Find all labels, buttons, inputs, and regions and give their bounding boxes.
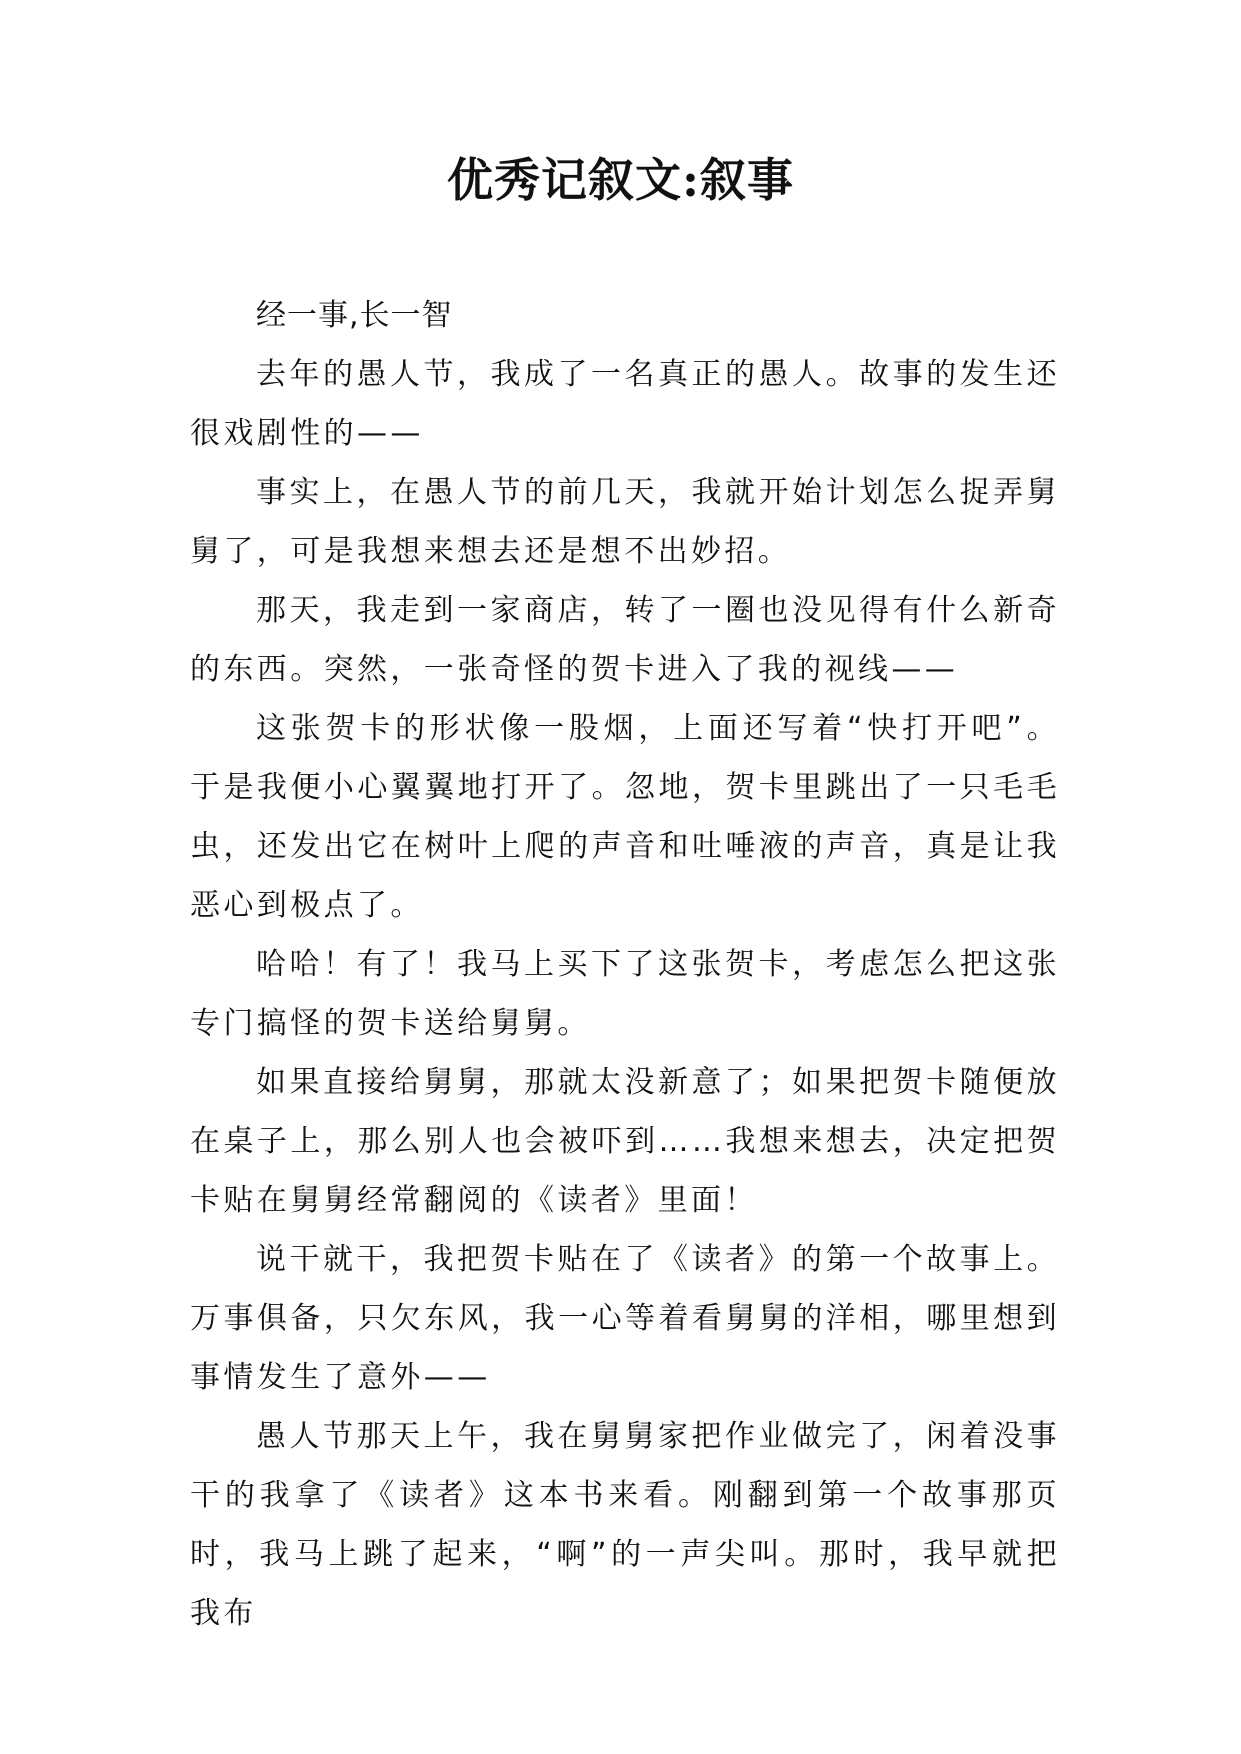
paragraph: 如果直接给舅舅，那就太没新意了；如果把贺卡随便放在桌子上，那么别人也会被吓到……我想来想去，决定把贺卡贴在舅舅经常翻阅的《读者》里面！ bbox=[190, 1065, 1060, 1218]
document-body bbox=[190, 286, 1060, 1643]
paragraph: 这张贺卡的形状像一股烟，上面还写着“快打开吧”。于是我便小心翼翼地打开了。忽地，贺卡里跳出了一只毛毛虫，还发出它在树叶上爬的声音和吐唾液的声音，真是让我恶心到极点了。 bbox=[190, 711, 1060, 923]
document-title: 优秀记叙文:叙事 bbox=[447, 153, 794, 207]
paragraph: 事实上，在愚人节的前几天，我就开始计划怎么捉弄舅舅了，可是我想来想去还是想不出妙招。 bbox=[190, 475, 1060, 569]
paragraph: 愚人节那天上午，我在舅舅家把作业做完了，闲着没事干的我拿了《读者》这本书来看。刚翻到第一个故事那页时，我马上跳了起来，“啊”的一声尖叫。那时，我早就把我布 bbox=[190, 1419, 1060, 1631]
paragraph: 说干就干，我把贺卡贴在了《读者》的第一个故事上。万事俱备，只欠东风，我一心等着看舅舅的洋相，哪里想到事情发生了意外—— bbox=[190, 1242, 1060, 1395]
paragraph: 去年的愚人节，我成了一名真正的愚人。故事的发生还很戏剧性的—— bbox=[190, 357, 1060, 451]
paragraph: 那天，我走到一家商店，转了一圈也没见得有什么新奇的东西。突然，一张奇怪的贺卡进入了我的视线—— bbox=[190, 593, 1060, 687]
paragraph: 哈哈！有了！我马上买下了这张贺卡，考虑怎么把这张专门搞怪的贺卡送给舅舅。 bbox=[190, 947, 1060, 1041]
essay-subtitle: 经一事,长一智 bbox=[256, 298, 453, 333]
